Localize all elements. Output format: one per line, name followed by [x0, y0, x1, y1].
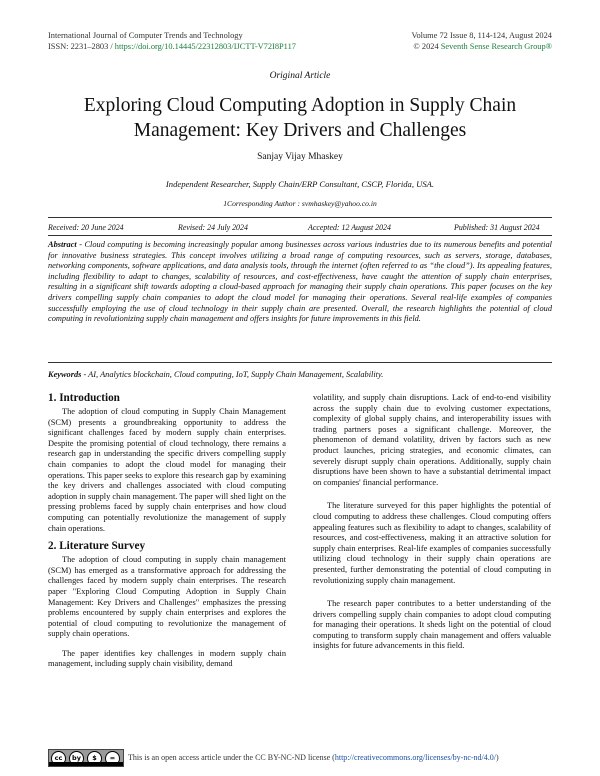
corresponding-author: 1Corresponding Author : svmhaskey@yahoo.co.in — [223, 199, 377, 208]
license-footer — [48, 749, 552, 767]
right-paragraph-3: The research paper contributes to a better understanding of the drivers compelling supply chain companies to adopt cloud computing for managing their operations. It sheds light on the potential of cloud computing to transform supply chain management and offers valuable insights for future advancements in this field. — [313, 599, 551, 651]
keywords — [48, 369, 552, 380]
right-paragraph-2: The literature surveyed for this paper highlights the potential of cloud computing to address these challenges. Cloud computing offers appealing features such as flexibility to adapt to changes, scalability of resources, and cost-effectiveness, making it an attractive solution for supply chain enterprises. Real-life examples of companies successfully utilizing cloud technology in their supply chain operations are presented, further demonstrating the potential of cloud computing in revolutionizing supply chain management. — [313, 501, 551, 585]
abstract-label: Abstract — [48, 240, 77, 249]
nd-icon: = — [105, 751, 120, 766]
right-column — [313, 393, 551, 652]
literature-paragraph-1: The adoption of cloud computing in supply chain management (SCM) has emerged as a transformative approach for addressing the challenges faced by modern supply chain enterprises. The research paper "Exploring Cloud Computing Adoption in Supply Chain Management: Key Drivers and Challenges" emphasizes the pressing problems encountered by supply chain enterprises and explores the potential of cloud computing to revolutionize the management of supply chain operations. — [48, 555, 286, 639]
literature-paragraph-2: The paper identifies key challenges in modern supply chain management, including supply chain visibility, demand — [48, 648, 286, 669]
introduction-paragraph: The adoption of cloud computing in Supply Chain Management (SCM) presents a groundbreaking opportunity to address the significant challenges faced by modern supply chain enterprises. Despite the promising potential of cloud technology, there remains a research gap in understanding the specific drivers compelling supply chain companies to adopt the cloud model for managing their operations. This paper seeks to explore this research gap by examining the key drivers and challenges associated with cloud computing adoption in supply chain management. The paper will shed light on the pressing problems faced by supply chain enterprises and how cloud computing can potentially revolutionize the management of supply chain operations. — [48, 407, 286, 533]
volume-info: Volume 72 Issue 8, 114-124, August 2024 — [411, 31, 552, 40]
keywords-text: - AI, Analytics blockchain, Cloud computing, IoT, Supply Chain Management, Scalability. — [81, 370, 384, 379]
issn: ISSN: 2231–2803 / — [48, 42, 115, 51]
revised-date: Revised: 24 July 2024 — [178, 223, 248, 232]
running-header-right — [411, 30, 552, 52]
right-paragraph-1: volatility, and supply chain disruptions. Lack of end-to-end visibility across the supply chain due to evolving customer expectations, complexity of global supply chains, and interoperability issues with trading partners poses a significant challenge. Moreover, the phenomenon of demand volatility, driven by factors such as new product launches, pricing strategies, and economic climates, can severely disrupt supply chain operations. Additionally, supply chain disruptions have been shown to have a substantial detrimental impact on companies' financial performance. — [313, 393, 551, 487]
section-heading-literature-survey: 2. Literature Survey — [48, 540, 146, 553]
by-icon: by — [69, 751, 84, 766]
license-text: This is an open access article under the CC BY-NC-ND license ( — [128, 752, 335, 762]
license-link[interactable]: http://creativecommons.org/licenses/by-nc-nd/4.0/ — [334, 752, 496, 762]
nc-icon: $ — [87, 751, 102, 766]
license-close: ) — [496, 752, 499, 762]
cc-license-badge[interactable] — [48, 749, 124, 767]
abstract-text: - Cloud computing is becoming increasingly popular among businesses across various industries due to its numerous benefits and potential for innovative business strategies. This concept involves utilizing a broad range of computing resources, such as servers, storage, databases, networking components, software applications, and data analysis tools, through the internet (often referred to as “the cloud”). Its appealing features, including flexibility to adapt to changes, scalability of resources, and cost-effectiveness, have caught the attention of supply chain enterprises, resulting in a significant shift towards adopting a cloud-based approach for managing their supply chain operations. This paper focuses on the key drivers compelling supply chain companies to adopt the cloud model for managing their operations. Several real-life examples of companies successfully employing the use of cloud technology in their supply chain are presented. Overall, the research highlights the potential of cloud computing in revolutionizing supply chain management and offers insights for future improvements in this field. — [48, 240, 552, 324]
article-type: Original Article — [269, 71, 331, 81]
issn-doi-line — [48, 41, 296, 52]
left-column — [48, 392, 286, 670]
section-heading-introduction: 1. Introduction — [48, 392, 120, 404]
abstract — [48, 240, 552, 325]
accepted-date: Accepted: 12 August 2024 — [308, 223, 391, 232]
copyright-prefix: © 2024 — [413, 42, 441, 51]
published-date: Published: 31 August 2024 — [454, 223, 540, 232]
author-name: Sanjay Vijay Mhaskey — [257, 152, 343, 162]
publisher-link[interactable]: Seventh Sense Research Group® — [440, 42, 552, 51]
doi-link[interactable]: https://doi.org/10.14445/22312803/IJCTT-V72I8P117 — [114, 42, 296, 51]
keywords-label: Keywords — [48, 370, 82, 379]
cc-icon: cc — [51, 751, 66, 766]
divider-top — [48, 217, 552, 218]
received-date: Received: 20 June 2024 — [48, 223, 124, 232]
paper-title: Exploring Cloud Computing Adoption in Supply Chain Management: Key Drivers and Challenges — [83, 95, 517, 141]
running-header-left — [48, 30, 296, 52]
copyright-line — [411, 41, 552, 52]
journal-name: International Journal of Computer Trends and Technology — [48, 31, 243, 40]
author-affiliation: Independent Researcher, Supply Chain/ERP Consultant, CSCP, Florida, USA. — [165, 179, 435, 189]
divider-abstract — [48, 362, 552, 363]
divider-dates — [48, 235, 552, 236]
